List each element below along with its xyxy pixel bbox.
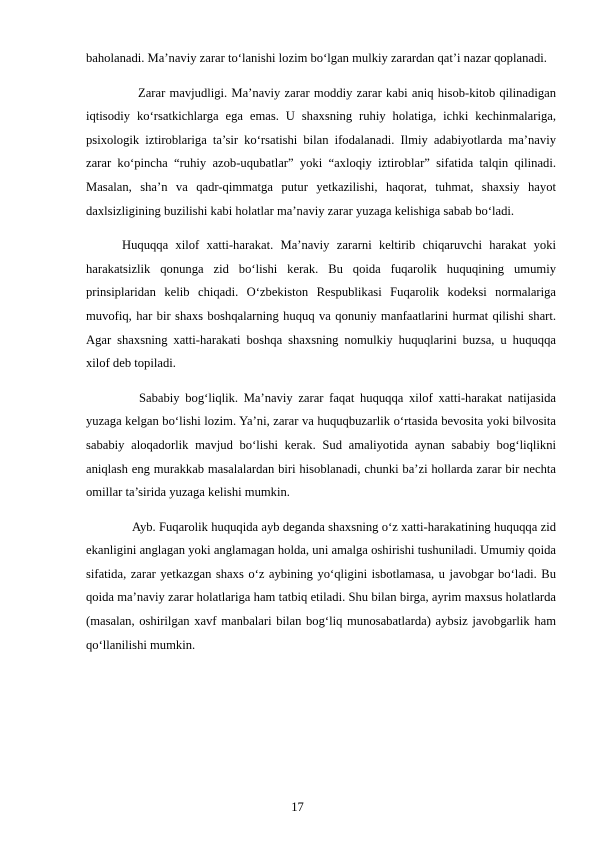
paragraph-ayb: Ayb. Fuqarolik huquqida ayb deganda shaxsning o‘z xatti-harakatining huquqqa zid ekanligini anglagan yoki anglamagan holda, uni amalga oshirishi tushuniladi. Umumiy qoida sifatida, zarar yetkazgan shaxs o‘z aybining yo‘qligini isbotlamasa, u javobgar bo‘ladi. Bu qoida ma’naviy zarar holatlariga ham tatbiq etiladi. Shu bilan birga, ayrim maxsus holatlarda (masalan, oshirilgan xavf manbalari bilan bog‘liq munosabatlarda) aybsiz javobgarlik ham qo‘llanilishi mumkin. bbox=[86, 519, 556, 652]
page-number: 17 bbox=[291, 800, 304, 814]
document-body bbox=[86, 47, 556, 657]
paragraph-huquqqa-xilof: Huquqqa xilof xatti-harakat. Ma’naviy zararni keltirib chiqaruvchi harakat yoki harakatsizlik qonunga zid bo‘lishi kerak. Bu qoida fuqarolik huquqining umumiy prinsiplaridan kelib chiqadi. O‘zbekiston Respublikasi Fuqarolik kodeksi normalariga muvofiq, har bir shaxs boshqalarning huquq va qonuniy manfaatlarini hurmat qilishi shart. Agar shaxsning xatti-harakati boshqa shaxsning nomulkiy huquqlarini buzsa, u huquqqa xilof deb topiladi. bbox=[86, 238, 556, 371]
paragraph-continuation: baholanadi. Ma’naviy zarar to‘lanishi lozim bo‘lgan mulkiy zarardan qat’i nazar qoplanadi. bbox=[86, 51, 547, 65]
paragraph-sababiy-boglliqlik: Sababiy bog‘liqlik. Ma’naviy zarar faqat huquqqa xilof xatti-harakat natijasida yuzaga kelgan bo‘lishi lozim. Ya’ni, zarar va huquqbuzarlik o‘rtasida bevosita yoki bilvosita sababiy aloqadorlik mavjud bo‘lishi kerak. Sud amaliyotida aynan sababiy bog‘liqlikni aniqlash eng murakkab masalalardan biri hisoblanadi, chunki ba’zi hollarda zarar bir nechta omillar ta’sirida yuzaga kelishi mumkin. bbox=[86, 390, 556, 500]
paragraph-zarar-mavjudligi: Zarar mavjudligi. Ma’naviy zarar moddiy zarar kabi aniq hisob-kitob qilinadigan iqtisodiy ko‘rsatkichlarga ega emas. U shaxsning ruhiy holatiga, ichki kechinmalariga, psixologik iztiroblariga ta’sir ko‘rsatishi bilan ifodalanadi. Ilmiy adabiyotlarda ma’naviy zarar ko‘pincha “ruhiy azob-uqubatlar” yoki “axloqiy iztiroblar” sifatida talqin qilinadi. Masalan, sha’n va qadr-qimmatga putur yetkazilishi, haqorat, tuhmat, shaxsiy hayot daxlsizligining buzilishi kabi holatlar ma’naviy zarar yuzaga kelishiga sabab bo‘ladi. bbox=[86, 85, 556, 218]
